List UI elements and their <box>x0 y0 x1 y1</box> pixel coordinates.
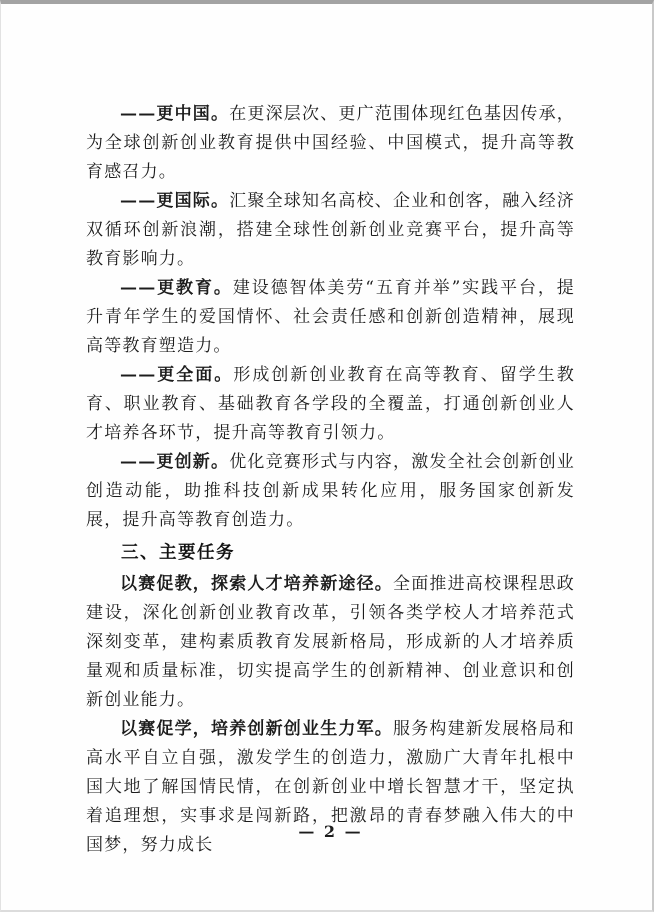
page-number: — 2 — <box>298 822 363 841</box>
paragraph-lead: 以赛促教，探索人才培养新途径。 <box>120 574 393 594</box>
paragraph-text: 建设德智体美劳“五育并举”实践平台，提升青年学生的爱国情怀、社会责任感和创新创造精神，展现高等教育塑造力。 <box>86 278 575 356</box>
paragraph <box>86 570 575 715</box>
page-content <box>86 100 575 860</box>
paragraph-lead: ——更创新。 <box>120 452 230 472</box>
paragraph-lead: ——更教育。 <box>120 278 233 298</box>
section-heading: 三、主要任务 <box>121 543 235 563</box>
paragraph-text: 优化竞赛形式与内容，激发全社会创新创业创造动能，助推科技创新成果转化应用，服务国家创新发展，提升高等教育创造力。 <box>86 452 576 530</box>
paragraph-lead: 以赛促学，培养创新创业生力军。 <box>120 719 393 739</box>
paragraph <box>86 361 575 448</box>
paragraph <box>86 100 575 187</box>
paragraph-lead: ——更国际。 <box>120 191 230 211</box>
paragraph <box>86 274 575 361</box>
paragraph-lead: ——更中国。 <box>120 104 230 124</box>
paragraph-text: 服务构建新发展格局和高水平自立自强，激发学生的创造力，激励广大青年扎根中国大地了解国情民情，在创新创业中增长智慧才干，坚定执着追理想，实事求是闯新路，把激昂的青春梦融入伟大的中国梦，努力成长 <box>86 719 575 855</box>
paragraph-text: 形成创新创业教育在高等教育、留学生教育、职业教育、基础教育各学段的全覆盖，打通创新创业人才培养各环节，提升高等教育引领力。 <box>86 365 575 443</box>
paragraph <box>86 187 575 274</box>
paragraph-text: 在更深层次、更广范围体现红色基因传承，为全球创新创业教育提供中国经验、中国模式，提升高等教育感召力。 <box>86 104 576 182</box>
paragraph <box>86 448 575 535</box>
paragraph-text: 全面推进高校课程思政建设，深化创新创业教育改革，引领各类学校人才培养范式深刻变革，建构素质教育发展新格局，形成新的人才培养质量观和质量标准，切实提高学生的创新精神、创业意识和创新创业能力。 <box>86 574 575 710</box>
paragraph-lead: ——更全面。 <box>120 365 234 385</box>
paragraph-text: 汇聚全球知名高校、企业和创客，融入经济双循环创新浪潮，搭建全球性创新创业竞赛平台，提升高等教育影响力。 <box>86 191 576 269</box>
